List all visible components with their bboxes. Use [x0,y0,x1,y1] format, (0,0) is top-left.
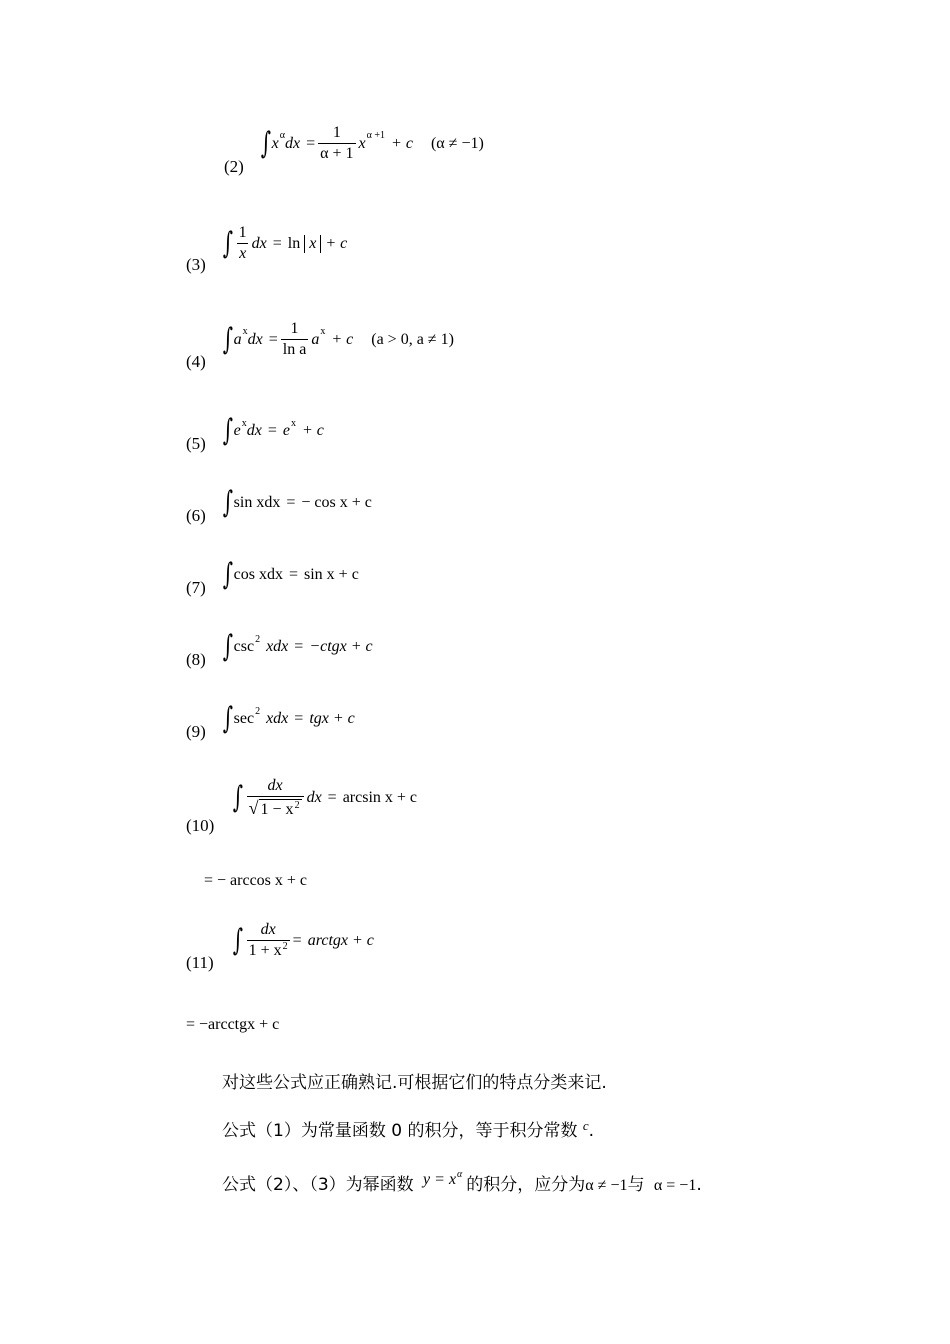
paragraph-formula-1: 公式（1）为常量函数 0 的积分，等于积分常数 $^c$. [222,1118,595,1141]
abs-bar-left [304,235,305,253]
formula-4-label: (4) [186,352,206,371]
sqrt-radical: √ $1 - x^2$ [248,798,300,818]
formula-11: ∫ $\frac{dx}{1 + x^2}$ = arctgx + c [232,921,374,959]
formula-10: ∫ dx √ $1 - x^2$ dx = arcsin x + c [232,777,418,818]
formula-5: ∫ e x dx = e x + c [222,413,324,448]
integral-sign: ∫ [222,485,233,520]
integral-sign: ∫ [232,780,243,815]
formula-2: ∫ x α dx = $\frac{1}{\alpha + 1}$ x α +1 + c (α ≠ −1) [260,124,484,162]
formula-9: ∫ sec 2 xdx = tgx + c [222,701,355,736]
fraction: $\frac{1}{\text{ln a}}$ [282,320,307,358]
formula-3-label: (3) [186,255,206,274]
integral-sign: ∫ [222,557,233,592]
formula-9-label: (9) [186,722,206,741]
formula-8: ∫ csc 2 xdx = −ctgx + c [222,629,373,664]
fraction: dx √ $1 - x^2$ [247,777,304,819]
integral-sign: ∫ [222,321,233,357]
formula-4: ∫ a x dx = $\frac{1}{\text{ln a}}$ a x + c (a > 0, a ≠ 1) [222,320,454,358]
abs-bar-right [320,235,321,253]
power-function-math: $y = x^\alpha$ [423,1169,463,1188]
formula-10-continuation: = − arccos x + c [204,872,308,889]
formula-2-label: (2) [224,157,244,176]
formula-5-label: (5) [186,434,206,453]
formula-8-label: (8) [186,650,206,669]
integral-sign: ∫ [222,701,233,736]
formula-6: ∫ sin xdx = − cos x + c [222,485,372,520]
formula-11-label: (11) [186,953,214,972]
formula-7-label: (7) [186,578,206,597]
formula-11-continuation: = −arcctgx + c [186,1016,280,1033]
integral-sign: ∫ [222,629,233,664]
paragraph-memorize: 对这些公式应正确熟记.可根据它们的特点分类来记. [222,1073,607,1093]
integral-sign: ∫ [260,125,271,161]
formula-7: ∫ cos xdx = sin x + c [222,557,359,592]
condition: (a > 0, a ≠ 1) [371,330,454,348]
integral-sign: ∫ [222,225,233,261]
fraction: $\frac{1}{x}$ [238,224,247,262]
formula-6-label: (6) [186,506,206,525]
fraction: $\frac{1}{\alpha + 1}$ [320,124,354,162]
formula-10-label: (10) [186,816,215,835]
integral-sign: ∫ [222,413,233,448]
paragraph-formula-2-3: 公式（2）、（3）为幂函数 $y = x^\alpha$的积分，应分为α ≠ −1与 α = −1. [222,1169,702,1195]
fraction: $\frac{dx}{1 + x^2}$ [248,921,288,959]
integral-sign: ∫ [232,922,243,958]
formula-3: ∫ $\frac{1}{x}$ dx = ln x + c [222,224,348,262]
condition: (α ≠ −1) [430,134,484,152]
